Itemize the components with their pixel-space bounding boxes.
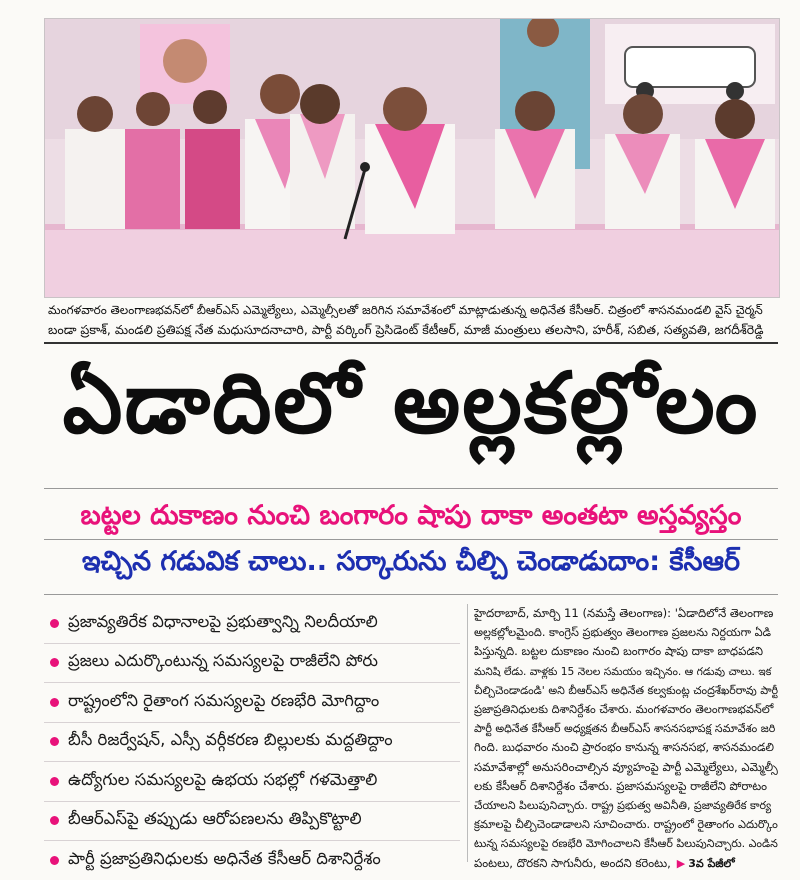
body-line: టున్న సమస్యలపై రణభేరి మోగించాలని కేసీఆర్ పిలుపునిచ్చారు. ఎండిన [474,837,778,851]
body-line: హైదరాబాద్, మార్చి 11 (నమస్తే తెలంగాణ): 'ఏడాదిలోనే తెలంగాణ [474,606,774,620]
subheadline-blue: ఇచ్చిన గడువిక చాలు.. సర్కారును చీల్చి చెండాడుదాం: కేసీఆర్ [81,546,741,577]
main-headline: ఏడాదిలో అల్లకల్లోలం [62,353,760,452]
divider [44,488,778,489]
list-item-text: ఉద్యోగుల సమస్యలపై ఉభయ సభల్లో గళమెత్తాలి [68,769,378,789]
list-item-text: ప్రజలు ఎదుర్కొంటున్న సమస్యలపై రాజీలేని పోరు [68,651,378,671]
list-item [44,644,460,684]
list-item [44,762,460,802]
bullet-icon [50,777,59,786]
list-item-text: ప్రజావ్యతిరేక విధానాలపై ప్రభుత్వాన్ని నిలదీయాలి [68,611,378,631]
divider [44,539,778,540]
list-item-text: రాష్ట్రంలోని రైతాంగ సమస్యలపై రణభేరి మోగిద్దాం [68,690,380,710]
bullet-icon [50,856,59,865]
photo-caption [48,301,776,339]
list-item-text: పార్టీ ప్రజాప్రతినిధులకు అధినేత కేసీఆర్ దిశానిర్దేశం [68,848,381,868]
list-item-text: బీఆర్‌ఎస్‌పై తప్పుడు ఆరోపణలను తిప్పికొట్టాలి [68,809,362,829]
arrow-icon: ▶ [676,856,686,870]
body-line: చీల్చిచెండాడండి' అని బీఆర్‌ఎస్ అధినేత కల్వకుంట్ల చంద్రశేఖర్‌రావు పార్టీ [474,683,778,697]
caption-line: మంగళవారం తెలంగాణభవన్‌లో బీఆర్‌ఎస్ ఎమ్మెల్యేలు, ఎమ్మెల్సీలతో జరిగిన సమావేశంలో మాట్లాడుతున్న అధినేత కేసీఆర్. చిత్రంలో శాసనమండలి వైస్ చైర్మన్ [48,303,763,317]
list-item [44,802,460,842]
bullet-icon [50,816,59,825]
body-line [474,854,778,873]
divider [44,594,778,595]
caption-line: బండా ప్రకాశ్, మండలి ప్రతిపక్ష నేత మధుసూదనాచారి, పార్టీ వర్కింగ్ ప్రెసిడెంట్ కేటీఆర్, మాజీ మంత్రులు తలసాని, హరీశ్, సబిత, సత్యవతి, జగదీశ్‌రెడ్డి [48,322,764,337]
list-item [44,841,460,880]
list-item-text: బీసీ రిజర్వేషన్, ఎస్సీ వర్గీకరణ బిల్లులకు మద్దతిద్దాం [68,730,393,750]
body-line: అల్లకల్లోలమైంది. కాంగ్రెస్ ప్రభుత్వం తెలంగాణ ప్రజలను నిర్దయగా ఏడి [474,626,772,640]
body-line: లకు కేసీఆర్ దిశానిర్దేశం చేశారు. ప్రజాసమస్యలపై రాజీలేని పోరాటం [474,778,768,793]
body-line: గింది. బుధవారం నుంచి ప్రారంభం కానున్న శాసనసభ, శాసనమండలి [474,740,775,755]
bullet-icon [50,698,59,707]
column-divider [467,604,468,862]
list-item [44,604,460,644]
body-line: చేయాలని పిలుపునిచ్చారు. రాష్ట్ర ప్రభుత్వ అవినీతి, ప్రజావ్యతిరేక కార్య [474,799,772,813]
body-line: క్రమాలపై చీల్చిచెండాడాలని సూచించారు. రాష్ట్రంలో రైతాంగం ఎదుర్కొం [474,818,778,832]
body-line: ప్రజాప్రతినిధులకు దిశానిర్దేశం చేశారు. మంగళవారం తెలంగాణభవన్‌లో [474,703,774,717]
news-photo [44,18,780,298]
body-line: మనిషి లేడు. వాళ్లకు 15 నెలల సమయం ఇచ్చినం. ఆ గడువు చాలు. ఇక [474,664,772,678]
subheadline-pink: బట్టల దుకాణం నుంచి బంగారం షాపు దాకా అంతటా అస్తవ్యస్తం [80,500,742,531]
bullet-icon [50,658,59,667]
article-body [474,604,778,873]
continued-link[interactable] [677,854,735,873]
bullet-icon [50,619,59,628]
bullet-icon [50,737,59,746]
body-line: పార్టీ అధినేత కేసీఆర్ అధ్యక్షతన బీఆర్‌ఎస్ శాసనసభాపక్ష సమావేశం జరి [474,722,776,736]
body-line: పిస్తున్నది. బట్టల దుకాణం నుంచి బంగారం షాపు దాకా బాధపడని [474,644,764,659]
list-item [44,683,460,723]
list-item [44,723,460,763]
continued-text: 3వ పేజీలో [688,856,735,870]
body-line: సమావేశాల్లో అనుసరించాల్సిన వ్యూహంపై పార్టీ ఎమ్మెల్యేలు, ఎమ్మెల్సీ [474,759,778,774]
key-points-list [44,604,460,880]
body-line-text: పంటలు, దొరకని సాగునీరు, అందని కరెంటు, [474,855,671,870]
